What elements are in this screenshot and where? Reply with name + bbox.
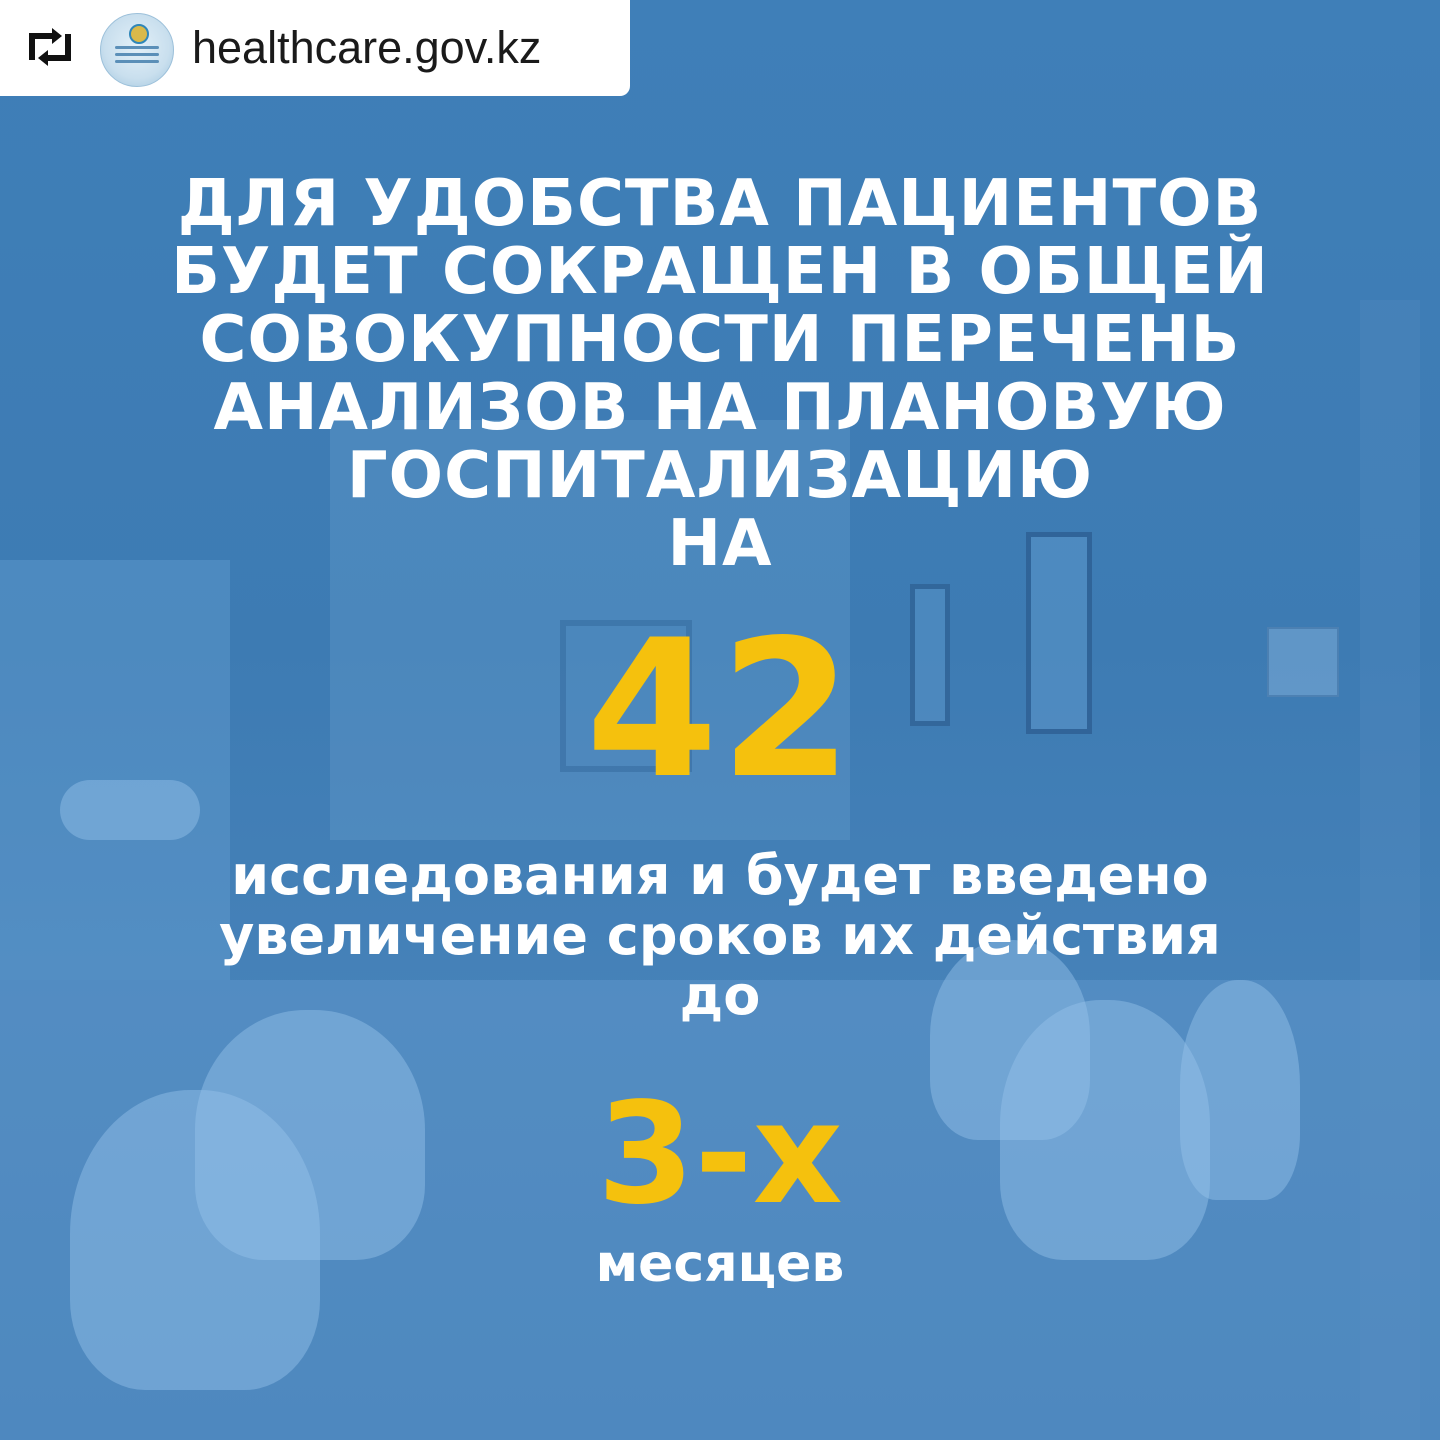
- headline-line: АНАЛИЗОВ НА ПЛАНОВУЮ: [213, 371, 1227, 445]
- body-line: увеличение сроков их действия: [219, 904, 1221, 967]
- research-count: 42: [585, 599, 855, 820]
- account-name[interactable]: healthcare.gov.kz: [192, 22, 542, 73]
- headline-line: ДЛЯ УДОБСТВА ПАЦИЕНТОВ: [177, 167, 1263, 241]
- headline: [120, 167, 1320, 581]
- headline-line: НА: [667, 507, 773, 581]
- headline-line: БУДЕТ СОКРАЩЕН В ОБЩЕЙ: [171, 235, 1269, 309]
- body-line: до: [679, 964, 761, 1027]
- body-line: исследования и будет введено: [231, 844, 1209, 907]
- headline-line: СОВОКУПНОСТИ ПЕРЕЧЕНЬ: [199, 303, 1241, 377]
- duration-value: 3-х: [597, 1073, 843, 1236]
- headline-line: ГОСПИТАЛИЗАЦИЮ: [346, 439, 1094, 513]
- body-text: [120, 846, 1320, 1026]
- duration-unit: месяцев: [595, 1234, 845, 1294]
